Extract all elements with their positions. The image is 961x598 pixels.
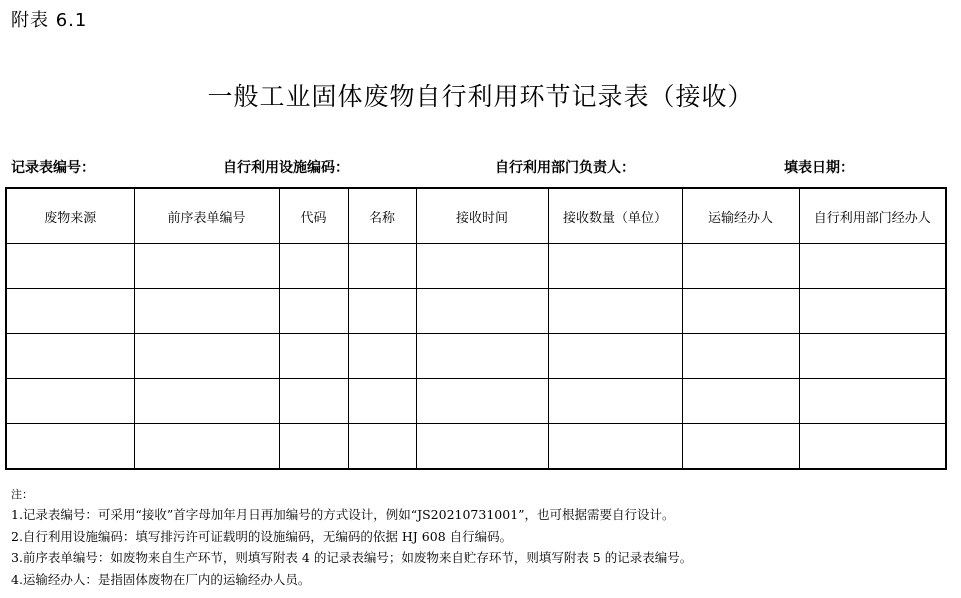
note-item: 2.自行利用设施编码：填写排污许可证载明的设施编码，无编码的依据 HJ 608 自行编码。 bbox=[11, 528, 513, 544]
table-cell[interactable] bbox=[416, 244, 548, 289]
table-row bbox=[6, 289, 946, 334]
table-cell[interactable] bbox=[682, 244, 799, 289]
table-cell[interactable] bbox=[348, 289, 416, 334]
appendix-label: 附表 6.1 bbox=[11, 10, 88, 31]
table-cell[interactable] bbox=[682, 424, 799, 470]
table-cell[interactable] bbox=[134, 244, 279, 289]
table-cell[interactable] bbox=[548, 379, 682, 424]
table-cell[interactable] bbox=[134, 424, 279, 470]
table-cell[interactable] bbox=[548, 289, 682, 334]
table-cell[interactable] bbox=[682, 289, 799, 334]
header-previous-form-number: 前序表单编号 bbox=[134, 188, 279, 244]
table-cell[interactable] bbox=[279, 334, 348, 379]
notes-section bbox=[11, 486, 692, 590]
table-cell[interactable] bbox=[799, 334, 946, 379]
receiving-record-table bbox=[5, 187, 947, 470]
notes-heading: 注： bbox=[11, 488, 33, 501]
table-cell[interactable] bbox=[416, 289, 548, 334]
table-cell[interactable] bbox=[416, 379, 548, 424]
note-item: 1.记录表编号：可采用“接收”首字母加年月日再加编号的方式设计，例如“JS20210731001”，也可根据需要自行设计。 bbox=[11, 507, 675, 522]
header-department-handler: 自行利用部门经办人 bbox=[799, 188, 946, 244]
table-cell[interactable] bbox=[548, 334, 682, 379]
header-waste-source: 废物来源 bbox=[6, 188, 134, 244]
table-cell[interactable] bbox=[682, 334, 799, 379]
note-item: 3.前序表单编号：如废物来自生产环节，则填写附表 4 的记录表编号；如废物来自贮存环节，则填写附表 5 的记录表编号。 bbox=[11, 550, 693, 566]
table-cell[interactable] bbox=[348, 379, 416, 424]
table-cell[interactable] bbox=[279, 289, 348, 334]
table-cell[interactable] bbox=[6, 289, 134, 334]
table-cell[interactable] bbox=[799, 424, 946, 470]
table-cell[interactable] bbox=[348, 244, 416, 289]
department-head-label: 自行利用部门负责人： bbox=[495, 160, 635, 176]
facility-code-label: 自行利用设施编码： bbox=[223, 160, 349, 176]
table-row bbox=[6, 379, 946, 424]
fill-date-label: 填表日期： bbox=[784, 160, 854, 176]
header-receive-quantity: 接收数量（单位） bbox=[548, 188, 682, 244]
table-row bbox=[6, 424, 946, 470]
table-cell[interactable] bbox=[682, 379, 799, 424]
table-cell[interactable] bbox=[6, 244, 134, 289]
table-cell[interactable] bbox=[416, 334, 548, 379]
table-cell[interactable] bbox=[799, 289, 946, 334]
note-item: 4.运输经办人：是指固体废物在厂内的运输经办人员。 bbox=[11, 571, 311, 587]
table-cell[interactable] bbox=[348, 334, 416, 379]
table-header-row bbox=[6, 188, 946, 244]
header-receive-time: 接收时间 bbox=[416, 188, 548, 244]
table-cell[interactable] bbox=[6, 334, 134, 379]
table-cell[interactable] bbox=[799, 244, 946, 289]
record-number-label: 记录表编号： bbox=[11, 160, 95, 176]
table-cell[interactable] bbox=[348, 424, 416, 470]
table-cell[interactable] bbox=[6, 424, 134, 470]
table-cell[interactable] bbox=[548, 424, 682, 470]
table-cell[interactable] bbox=[416, 424, 548, 470]
header-transport-handler: 运输经办人 bbox=[682, 188, 799, 244]
table-cell[interactable] bbox=[134, 379, 279, 424]
form-title: 一般工业固体废物自行利用环节记录表（接收） bbox=[207, 82, 754, 111]
table-cell[interactable] bbox=[799, 379, 946, 424]
table-cell[interactable] bbox=[134, 289, 279, 334]
table-cell[interactable] bbox=[279, 244, 348, 289]
table-cell[interactable] bbox=[134, 334, 279, 379]
table-cell[interactable] bbox=[6, 379, 134, 424]
header-code: 代码 bbox=[279, 188, 348, 244]
table-cell[interactable] bbox=[279, 379, 348, 424]
table-row bbox=[6, 244, 946, 289]
header-name: 名称 bbox=[348, 188, 416, 244]
table-row bbox=[6, 334, 946, 379]
table-cell[interactable] bbox=[548, 244, 682, 289]
table-cell[interactable] bbox=[279, 424, 348, 470]
